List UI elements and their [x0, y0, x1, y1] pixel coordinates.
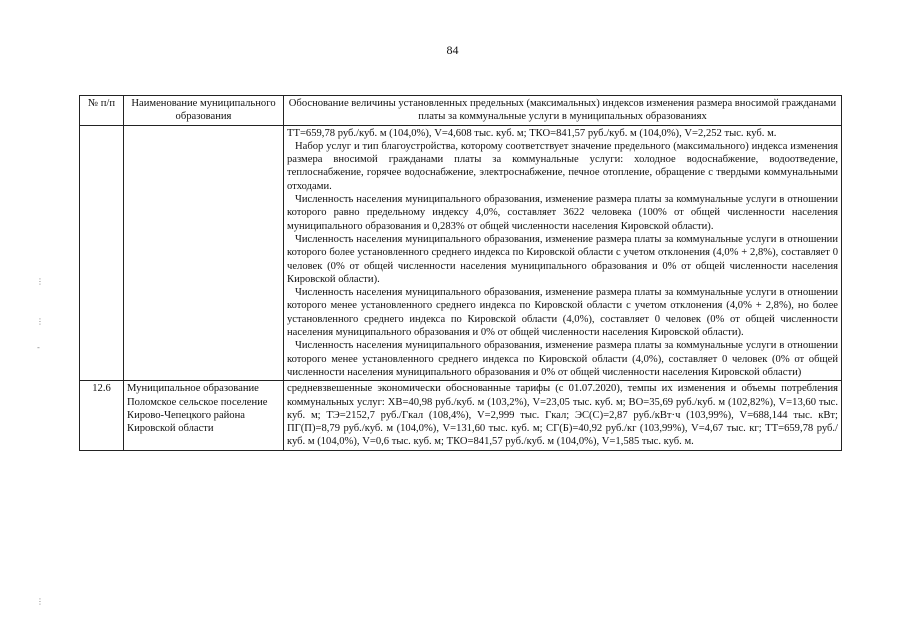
scan-mark-dots: ⋮	[36, 317, 44, 326]
row-number	[80, 125, 124, 381]
header-municipality: Наименование муниципального образования	[124, 96, 284, 126]
header-number: № п/п	[80, 96, 124, 126]
scan-mark-dots: ⋮	[36, 597, 44, 606]
table-row	[80, 125, 842, 381]
scan-mark-dash: -	[37, 343, 40, 352]
page-number: 84	[446, 43, 459, 57]
row-justification	[284, 125, 842, 381]
row-number: 12.6	[80, 381, 124, 450]
justification-paragraph: Набор услуг и тип благоустройства, которому соответствует значение предельного (максимального) индекса изменения размера вносимой гражданами платы за коммунальные услуги: холодное водоснабжение, водоотведение, теплоснабжение, горячее водоснабжение, электроснабжение, печное отопление, обращение с твердыми коммунальными отходами.	[287, 140, 838, 192]
table-row	[80, 381, 842, 450]
justification-paragraph: средневзвешенные экономически обоснованные тарифы (с 01.07.2020), темпы их изменения и объемы потребления коммунальных услуг: ХВ=40,98 руб./куб. м (103,2%), V=23,05 тыс. куб. м; ВО=35,69 руб./куб. м (102,82%), V=13,60 тыс. куб. м; ТЭ=2152,7 руб./Гкал (108,4%), V=2,999 тыс. Гкал; ЭС(С)=2,87 руб./кВт·ч (103,99%), V=688,144 тыс. кВт; ПГ(П)=8,79 руб./куб. м (104,0%), V=131,60 тыс. куб. м; СГ(Б)=40,92 руб./кг (103,99%), V=4,67 тыс. кг; ТТ=659,78 руб./куб. м (104,0%), V=0,6 тыс. куб. м; ТКО=841,57 руб./куб. м (104,0%), V=1,585 тыс. куб. м.	[287, 383, 838, 448]
justification-paragraph: Численность населения муниципального образования, изменение размера платы за коммунальные услуги в отношении которого равно предельному индексу 4,0%, составляет 3622 человека (100% от общей численности населения муниципального образования и 0,283% от общей численности населения Кировской области).	[287, 194, 838, 232]
justification-paragraph: Численность населения муниципального образования, изменение размера платы за коммунальные услуги в отношении которого более установленного среднего индекса по Кировской области с учетом отклонения (4,0% + 2,8%), составляет 0 человек (0% от общей численности населения муниципального образования и 0% от общей численности населения Кировской области).	[287, 233, 838, 285]
row-municipality: Муниципальное образование Поломское сельское поселение Кирово-Чепецкого района Кировской области	[124, 381, 284, 450]
scan-mark-dots: ⋮	[36, 277, 44, 286]
justification-paragraph: ТТ=659,78 руб./куб. м (104,0%), V=4,608 тыс. куб. м; ТКО=841,57 руб./куб. м (104,0%), V=2,252 тыс. куб. м.	[287, 127, 777, 139]
justification-paragraph: Численность населения муниципального образования, изменение размера платы за коммунальные услуги в отношении которого менее установленного среднего индекса по Кировской области (4,0%), составляет 0 человек (0% от общей численности населения муниципального образования и 0% от общей численности населения Кировской области)	[287, 340, 838, 378]
tariff-table	[79, 95, 842, 451]
table-header-row	[80, 96, 842, 126]
row-municipality	[124, 125, 284, 381]
row-justification	[284, 381, 842, 450]
justification-paragraph: Численность населения муниципального образования, изменение размера платы за коммунальные услуги в отношении которого менее установленного среднего индекса по Кировской области с учетом отклонения (4,0% + 2,8%), но более установленного среднего индекса по Кировской области (4,0%), составляет 0 человек (0% от общей численности населения муниципального образования и 0% от общей численности населения Кировской области).	[287, 287, 838, 339]
header-justification: Обоснование величины установленных предельных (максимальных) индексов изменения размера вносимой гражданами платы за коммунальные услуги в муниципальных образованиях	[284, 96, 842, 126]
